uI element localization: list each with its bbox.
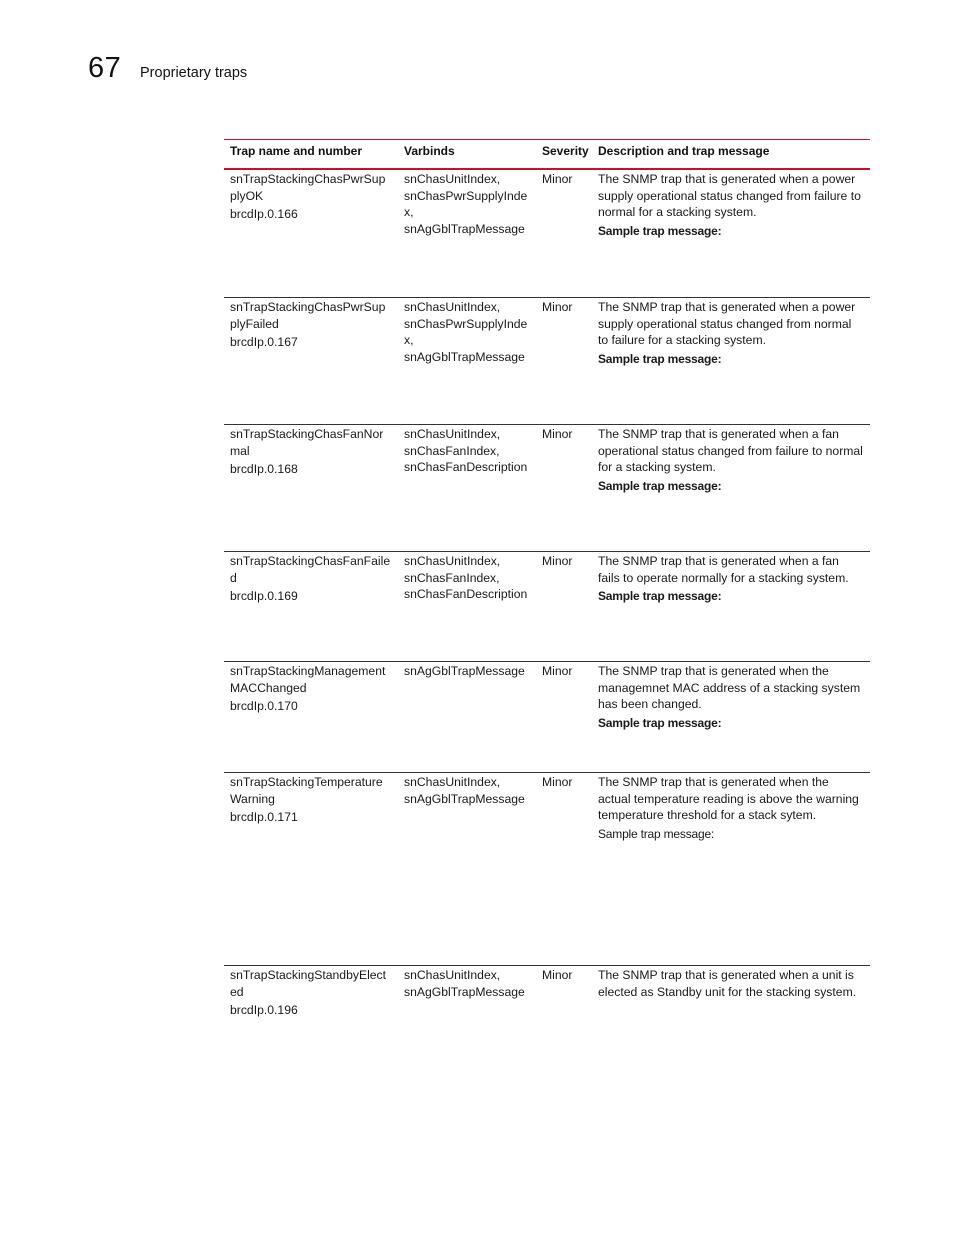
varbind: snChasUnitIndex, bbox=[404, 775, 501, 789]
column-header-description: Description and trap message bbox=[598, 144, 770, 158]
varbind: snChasFanIndex, bbox=[404, 570, 500, 585]
description-cell bbox=[592, 966, 870, 1026]
varbind: snAgGblTrapMessage bbox=[404, 349, 525, 364]
trap-name: snTrapStackingTemperatureWarning bbox=[230, 775, 383, 806]
sample-trap-message-label: Sample trap message: bbox=[598, 715, 722, 730]
trap-name-cell bbox=[224, 425, 398, 551]
varbinds-cell bbox=[398, 170, 536, 297]
varbind: snAgGblTrapMessage bbox=[404, 984, 525, 999]
trap-table bbox=[224, 139, 870, 1026]
trap-name-cell bbox=[224, 966, 398, 1026]
trap-description: The SNMP trap that is generated when a fan operational status changed from failure to normal for a stacking system. bbox=[598, 427, 863, 474]
varbinds-cell bbox=[398, 425, 536, 551]
sample-trap-message-label: Sample trap message: bbox=[598, 826, 715, 841]
trap-name-cell bbox=[224, 773, 398, 965]
varbind: snChasUnitIndex, bbox=[404, 554, 501, 568]
trap-name-cell bbox=[224, 552, 398, 661]
varbind: snChasUnitIndex, bbox=[404, 427, 501, 441]
severity-cell: Minor bbox=[542, 775, 573, 789]
chapter-number: 67 bbox=[88, 52, 122, 84]
varbinds-cell bbox=[398, 773, 536, 965]
description-cell bbox=[592, 773, 870, 965]
trap-oid: brcdIp.0.171 bbox=[230, 810, 298, 824]
sample-trap-message-label: Sample trap message: bbox=[598, 223, 722, 238]
varbind: snChasPwrSupplyIndex, bbox=[404, 188, 528, 219]
table-row bbox=[224, 662, 870, 773]
severity-cell: Minor bbox=[542, 300, 573, 314]
trap-oid: brcdIp.0.196 bbox=[230, 1003, 298, 1017]
trap-name-cell bbox=[224, 298, 398, 424]
description-cell bbox=[592, 552, 870, 661]
trap-oid: brcdIp.0.167 bbox=[230, 335, 298, 349]
table-row bbox=[224, 966, 870, 1026]
varbind: snChasFanDescription bbox=[404, 587, 528, 601]
severity-cell: Minor bbox=[542, 968, 573, 982]
table-row bbox=[224, 552, 870, 662]
table-row bbox=[224, 425, 870, 552]
trap-name: snTrapStackingManagementMACChanged bbox=[230, 664, 386, 695]
table-header bbox=[224, 140, 870, 170]
description-cell bbox=[592, 170, 870, 297]
varbind: snAgGblTrapMessage bbox=[404, 221, 525, 236]
column-header-varbinds: Varbinds bbox=[404, 144, 455, 158]
trap-oid: brcdIp.0.168 bbox=[230, 462, 298, 476]
varbind: snAgGblTrapMessage bbox=[404, 664, 525, 678]
varbind: snAgGblTrapMessage bbox=[404, 791, 525, 806]
varbind: snChasFanDescription bbox=[404, 460, 528, 474]
varbind: snChasUnitIndex, bbox=[404, 172, 501, 186]
trap-oid: brcdIp.0.166 bbox=[230, 207, 298, 221]
chapter-title: Proprietary traps bbox=[140, 65, 248, 81]
severity-cell: Minor bbox=[542, 172, 573, 186]
trap-description: The SNMP trap that is generated when the actual temperature reading is above the warning temperature threshold for a stack sytem. bbox=[598, 775, 859, 822]
sample-trap-message-label: Sample trap message: bbox=[598, 589, 722, 603]
severity-cell: Minor bbox=[542, 427, 573, 441]
table-row bbox=[224, 170, 870, 298]
column-header-trap-name: Trap name and number bbox=[230, 144, 363, 158]
varbind: snChasUnitIndex, bbox=[404, 968, 501, 982]
varbind: snChasPwrSupplyIndex, bbox=[404, 316, 528, 347]
trap-name: snTrapStackingChasPwrSupplyOK bbox=[230, 172, 386, 203]
trap-oid: brcdIp.0.169 bbox=[230, 589, 298, 603]
column-header-severity: Severity bbox=[542, 144, 589, 158]
varbind: snChasUnitIndex, bbox=[404, 300, 501, 314]
trap-description: The SNMP trap that is generated when the managemnet MAC address of a stacking system has been changed. bbox=[598, 664, 861, 711]
varbinds-cell bbox=[398, 298, 536, 424]
sample-trap-message-label: Sample trap message: bbox=[598, 351, 722, 366]
trap-description: The SNMP trap that is generated when a power supply operational status changed from normal to failure for a stacking system. bbox=[598, 300, 856, 347]
trap-oid: brcdIp.0.170 bbox=[230, 699, 298, 713]
varbind: snChasFanIndex, bbox=[404, 443, 500, 458]
description-cell bbox=[592, 298, 870, 424]
trap-description: The SNMP trap that is generated when a fan fails to operate normally for a stacking system. bbox=[598, 554, 849, 585]
varbinds-cell bbox=[398, 966, 536, 1026]
table-row bbox=[224, 773, 870, 966]
trap-name-cell bbox=[224, 170, 398, 297]
varbinds-cell bbox=[398, 552, 536, 661]
description-cell bbox=[592, 662, 870, 772]
varbinds-cell bbox=[398, 662, 536, 772]
description-cell bbox=[592, 425, 870, 551]
trap-name: snTrapStackingChasFanNormal bbox=[230, 427, 384, 458]
severity-cell: Minor bbox=[542, 554, 573, 568]
trap-description: The SNMP trap that is generated when a unit is elected as Standby unit for the stacking system. bbox=[598, 968, 857, 999]
severity-cell: Minor bbox=[542, 664, 573, 678]
trap-description: The SNMP trap that is generated when a power supply operational status changed from failure to normal for a stacking system. bbox=[598, 172, 861, 219]
trap-name-cell bbox=[224, 662, 398, 772]
sample-trap-message-label: Sample trap message: bbox=[598, 478, 722, 493]
trap-name: snTrapStackingChasFanFailed bbox=[230, 554, 391, 585]
trap-name: snTrapStackingChasPwrSupplyFailed bbox=[230, 300, 386, 331]
trap-name: snTrapStackingStandbyElected bbox=[230, 968, 387, 999]
table-row bbox=[224, 298, 870, 425]
